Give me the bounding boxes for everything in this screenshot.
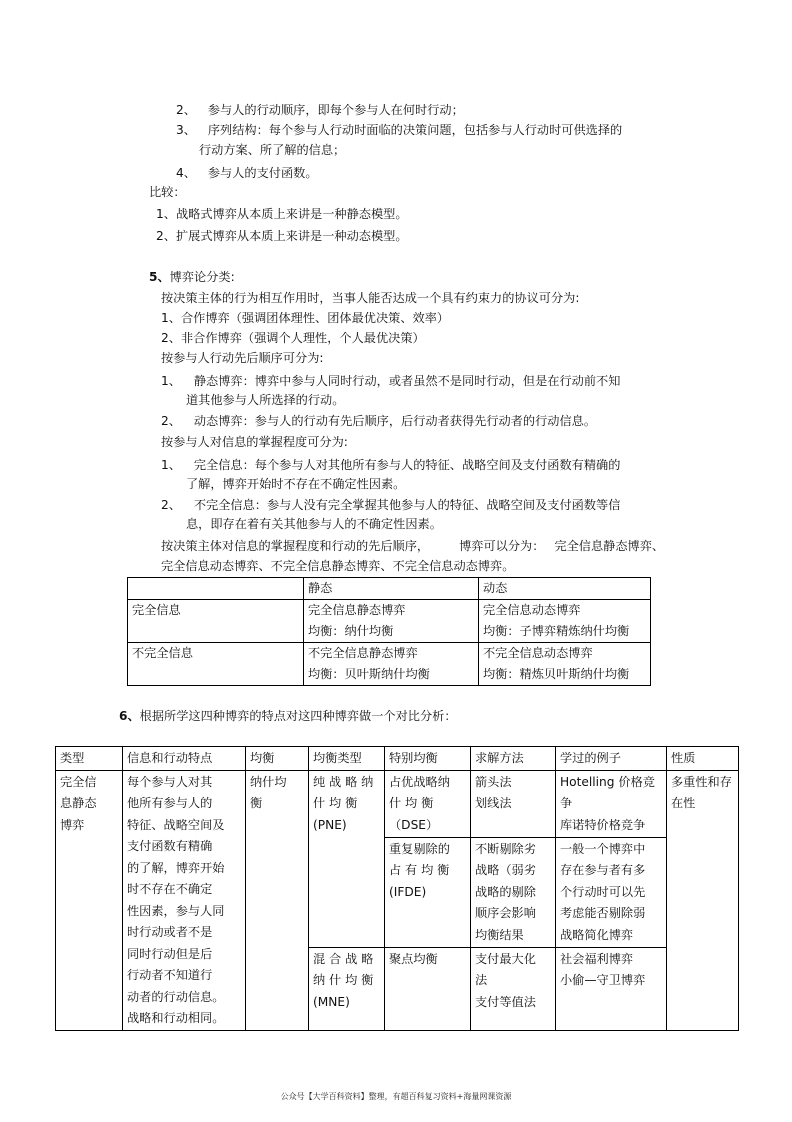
table-row [128,643,651,686]
game-name: 不完全信息动态博弈 [483,646,593,660]
compare-heading: 比较： [149,185,186,199]
game-name: 完全信息静态博弈 [308,603,406,617]
game-name: 完全信息动态博弈 [483,603,581,617]
list-text: 完全信息：每个参与人对其他所有参与人的特征、战略空间及支付函数有精确的 [193,458,621,472]
list-number: 2、 [161,498,181,512]
table-header-cell: 类型 [56,747,123,771]
classification-table [127,577,651,686]
summary-text: 完全信息静态博弈、 [554,539,665,553]
list-item [161,457,620,473]
list-text: 序列结构：每个参与人行动时面临的决策问题，包括参与人行动时可供选择的 [207,123,623,137]
list-text-continued: 道其他参与人所选择的行动。 [186,393,345,407]
table-header-cell: 静态 [304,578,479,600]
example-cell: 社会福利博弈 小偷—守卫博弈 [556,947,667,1030]
compare-item-2: 2、扩展式博弈从本质上来讲是一种动态模型。 [156,229,408,243]
paragraph: 1、合作博弈（强调团体理性、团体最优决策、效率） [161,311,450,325]
paragraph: 2、非合作博弈（强调个人理性，个人最优决策） [161,331,425,345]
list-item [161,497,620,513]
table-cell [479,600,651,643]
list-item [161,373,620,389]
page-footer: 公众号【大学百科资料】整理，有超百科复习资料+海量网课资源 [280,1092,512,1101]
section-title: 根据所学这四种博弈的特点对这四种博弈做一个对比分析： [139,709,457,723]
table-header-cell: 求解方法 [471,747,556,771]
game-name: 不完全信息静态博弈 [308,646,418,660]
summary-text: 博弈可以分为： [459,539,545,553]
section-title: 博弈论分类: [169,270,235,284]
paragraph: 按参与人行动先后顺序可分为: [161,351,324,365]
table-header-cell: 均衡 [246,747,309,771]
example-cell: 一般一个博弈中 存在参与者有多 个行动时可以先 考虑能否剔除弱 战略简化博弈 [556,837,667,947]
equilibrium: 均衡：贝叶斯纳什均衡 [308,667,430,681]
equilibrium-cell: 纳什均 衡 [246,770,309,1030]
table-row-label: 不完全信息 [128,643,304,686]
example-cell: Hotelling 价格竞 争 库诺特价格竞争 [556,770,667,837]
table-header-cell: 动态 [479,578,651,600]
paragraph: 按参与人对信息的掌握程度可分为: [161,435,348,449]
method-cell: 箭头法 划线法 [471,770,556,837]
list-number: 1、 [161,458,181,472]
section-number: 6、 [119,709,140,723]
list-number: 4、 [176,166,196,180]
list-text-continued: 行动方案、所了解的信息； [199,143,346,157]
table-header-cell [128,578,304,600]
table-header-cell: 特别均衡 [385,747,471,771]
list-number: 2、 [176,103,196,117]
method-cell: 支付最大化 法 支付等值法 [471,947,556,1030]
table-cell [304,643,479,686]
info-action-cell: 每个参与人对其 他所有参与人的 特征、战略空间及 支付函数有精确 的了解，博弈开始 时不存在不确定 性因素，参与人同 时行动或者不是 同时行动但是后 行动者不知道行 动者的行动信息。 战略和行动相同。 [123,770,246,1030]
table-cell [479,643,651,686]
section-5-heading [149,269,235,285]
equilibrium: 均衡：子博弈精炼纳什均衡 [483,624,630,638]
list-number: 3、 [176,123,196,137]
compare-item-1: 1、战略式博弈从本质上来讲是一种静态模型。 [156,207,408,221]
list-item [176,122,622,138]
special-eq-cell: 聚点均衡 [385,947,471,1030]
list-item [176,165,318,181]
list-item [161,413,596,429]
list-number: 2、 [161,414,181,428]
table-row [128,600,651,643]
section-6-heading [119,708,457,724]
table-header-row [56,747,739,771]
table-header-cell: 学过的例子 [556,747,667,771]
table-header-cell: 信息和行动特点 [123,747,246,771]
special-eq-cell: 占优战略纳 什 均 衡 （DSE） [385,770,471,837]
table-cell [304,600,479,643]
list-text: 静态博弈：博弈中参与人同时行动，或者虽然不是同时行动，但是在行动前不知 [193,374,621,388]
paragraph [161,538,664,554]
pne-cell: 纯 战 略 纳 什 均 衡 (PNE) [309,770,385,947]
special-eq-cell: 重复剔除的 占 有 均 衡 (IFDE) [385,837,471,947]
table-row-label: 完全信息 [128,600,304,643]
list-item [176,102,464,118]
method-cell: 不断剔除劣 战略（弱劣 战略的剔除 顺序会影响 均衡结果 [471,837,556,947]
table-header-cell: 均衡类型 [309,747,385,771]
list-text: 参与人的行动顺序，即每个参与人在何时行动； [207,103,464,117]
list-text: 不完全信息：参与人没有完全掌握其他参与人的特征、战略空间及支付函数等信 [193,498,621,512]
comparison-table [55,746,739,1031]
summary-text: 按决策主体对信息的掌握程度和行动的先后顺序， [161,539,430,553]
property-cell: 多重性和存 在性 [667,770,739,1030]
list-text-continued: 息，即存在着有关其他参与人的不确定性因素。 [186,517,442,531]
table-header-row [128,578,651,600]
table-row [56,770,739,837]
paragraph: 完全信息动态博弈、不完全信息静态博弈、不完全信息动态博弈。 [161,559,515,573]
mne-cell: 混 合 战 略 纳 什 均 衡 (MNE) [309,947,385,1030]
list-text-continued: 了解，博弈开始时不存在不确定性因素。 [186,477,406,491]
equilibrium: 均衡：纳什均衡 [308,624,394,638]
list-text: 参与人的支付函数。 [207,166,318,180]
table-header-cell: 性质 [667,747,739,771]
type-cell: 完全信 息静态 博弈 [56,770,123,1030]
list-text: 动态博弈：参与人的行动有先后顺序，后行动者获得先行动者的行动信息。 [193,414,597,428]
paragraph: 按决策主体的行为相互作用时，当事人能否达成一个具有约束力的协议可分为: [161,291,580,305]
list-number: 1、 [161,374,181,388]
section-number: 5、 [149,270,170,284]
equilibrium: 均衡：精炼贝叶斯纳什均衡 [483,667,630,681]
